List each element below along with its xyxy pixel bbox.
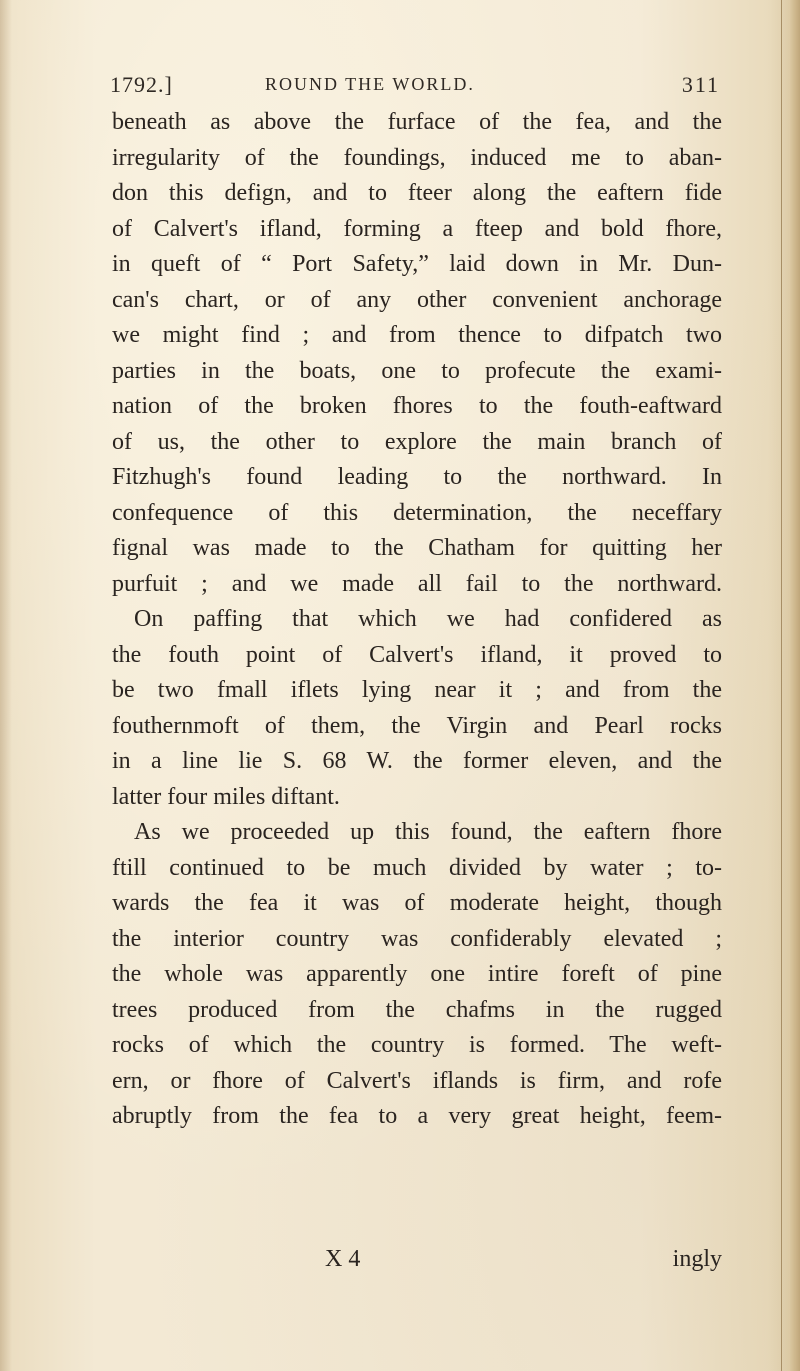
text-line: On paffing that which we had confidered as [134,606,722,632]
text-line: nation of the broken fhores to the fouth-eaftward [112,393,722,419]
text-line: the interior country was confiderably elevated ; [112,925,722,952]
text-line: wards the fea it was of moderate height, though [112,890,722,916]
text-line: latter four miles diftant. [112,783,340,810]
text-line: in queft of “ Port Safety,” laid down in Mr. Dun- [112,251,722,277]
body-text [112,105,722,1135]
text-line: rocks of which the country is formed. The weft- [112,1032,722,1058]
text-line: trees produced from the chafms in the rugged [112,996,722,1023]
text-line: the whole was apparently one intire foreft of pine [112,961,722,987]
text-line: in a line lie S. 68 W. the former eleven, and the [112,748,722,774]
text-line: As we proceeded up this found, the eaftern fhore [134,819,722,845]
text-line: fouthernmoft of them, the Virgin and Pearl rocks [112,712,722,739]
signature-mark: X 4 [325,1246,361,1272]
text-line: we might find ; and from thence to difpatch two [112,322,722,348]
text-line: ftill continued to be much divided by water ; to- [112,854,722,881]
header-year: 1792.] [110,72,173,97]
text-line: be two fmall iflets lying near it ; and from the [112,677,722,703]
text-line: abruptly from the fea to a very great height, feem- [112,1103,722,1129]
text-line: purfuit ; and we made all fail to the northward. [112,570,722,597]
page-number: 311 [681,72,720,97]
text-line: confequence of this determination, the neceffary [112,499,722,526]
text-line: the fouth point of Calvert's ifland, it proved to [112,641,722,668]
running-header [110,72,720,104]
page-left-edge [0,0,12,1371]
page-footer [112,1246,722,1278]
page-right-edge [781,0,800,1371]
text-line: ern, or fhore of Calvert's iflands is firm, and rofe [112,1067,722,1094]
text-line: can's chart, or of any other convenient anchorage [112,286,722,313]
text-line: beneath as above the furface of the fea, and the [112,109,722,135]
text-line: fignal was made to the Chatham for quitting her [112,535,722,561]
text-line: parties in the boats, one to profecute the exami- [112,357,722,384]
catchword: ingly [672,1246,722,1272]
text-line: Fitzhugh's found leading to the northward. In [112,464,722,490]
text-line: irregularity of the foundings, induced me to aban- [112,144,722,171]
text-line: of us, the other to explore the main branch of [112,428,722,455]
running-title: ROUND THE WORLD. [265,74,475,94]
text-line: don this defign, and to fteer along the eaftern fide [112,180,722,206]
text-line: of Calvert's ifland, forming a fteep and bold fhore, [112,215,722,242]
